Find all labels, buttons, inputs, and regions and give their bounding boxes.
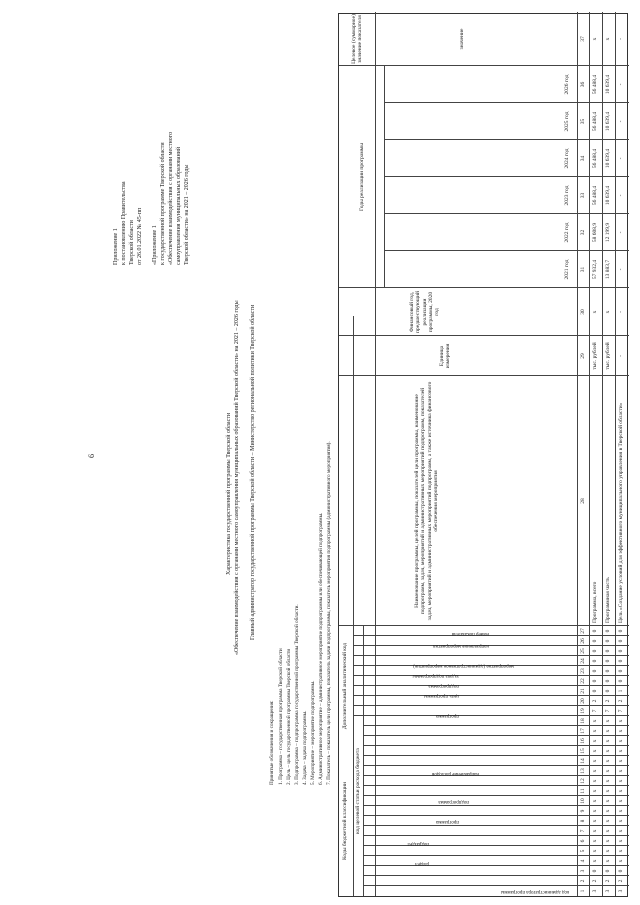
header-target-value: Целевое (суммарное) значение показателя: [351, 14, 364, 64]
appendix-line-2: к постановлению Правительства: [121, 181, 127, 265]
header-direction: направление расходов: [432, 771, 479, 776]
row-cell: x: [618, 729, 624, 733]
column-number: 18: [580, 718, 586, 724]
header-program: программа: [436, 819, 459, 824]
row-cell: x: [605, 739, 611, 743]
column-number: 25: [580, 648, 586, 654]
header-event: мероприятие (административное мероприятие): [413, 663, 514, 668]
header-unit: Единица измерения: [439, 343, 452, 369]
column-number: 29: [580, 353, 586, 359]
column-number: 30: [580, 309, 586, 315]
year-value: 13 883,7: [605, 259, 611, 280]
year-value: -: [618, 231, 624, 234]
year-col: 2025 год: [564, 111, 570, 132]
year-value: 12 199,9: [605, 222, 611, 243]
column-number: 33: [580, 192, 586, 199]
appendix-line-3: Тверской области: [129, 220, 135, 265]
note-item: 4. Задача – задача подпрограммы.: [302, 710, 308, 785]
row-cell: x: [618, 829, 624, 833]
row-name: Программная часть: [605, 577, 611, 623]
row-cell: 0: [618, 649, 624, 653]
row-cell: x: [592, 729, 598, 733]
row-cell: x: [605, 849, 611, 853]
header-name: Наименование программы, целей программы, показателей цели программы, наименование подпрограмм, задач, мероприятий и административных мероприятий подпрограмм, показателей задач, мероприятий и административных мероприятий подпрограмм, а также источника финансового обеспечения мероприятия: [414, 381, 439, 621]
row-cell: 0: [592, 689, 598, 693]
header-subsection: подраздел: [407, 841, 429, 846]
row-cell: x: [618, 809, 624, 813]
header-goal: цель программы: [423, 693, 459, 698]
row-cell: 0: [605, 869, 611, 873]
year-value: 10 639,4: [605, 185, 611, 206]
row-cell: 3: [618, 889, 624, 893]
column-number: 32: [580, 229, 586, 236]
row-cell: x: [605, 829, 611, 833]
row-cell: 0: [605, 689, 611, 693]
header-fin-year: Финансовый год, предшествующий реализации программы, 2020 год: [409, 291, 441, 333]
note-item: 5. Мероприятие – мероприятие подпрограммы.: [310, 680, 316, 785]
note-item: 7. Показатель – показатель цели программы, показатель задачи подпрограммы, показатель мероприятия подпрограммы (административного мероприятия).: [326, 441, 332, 785]
row-cell: 0: [592, 639, 598, 643]
row-cell: x: [605, 789, 611, 793]
row-cell: x: [592, 799, 598, 803]
row-cell: 2: [605, 879, 611, 883]
notes-heading: Принятые обозначения и сокращения:: [269, 700, 275, 785]
title-line-1: Характеристика государственной программы Тверской области: [226, 412, 232, 575]
row-cell: x: [592, 849, 598, 853]
header-section: раздел: [415, 861, 429, 866]
row-cell: x: [592, 759, 598, 763]
header-event-type: направление мероприятия: [433, 643, 489, 648]
appendix-program-line-4: самоуправления муниципальных образований: [176, 146, 182, 265]
row-cell: 0: [592, 659, 598, 663]
row-cell: 2: [592, 879, 598, 883]
column-number: 9: [580, 809, 586, 813]
row-cell: x: [605, 779, 611, 783]
column-number: 5: [580, 849, 586, 853]
column-number: 20: [580, 698, 586, 704]
column-number: 23: [580, 668, 586, 674]
row-cell: -: [618, 355, 624, 357]
appendix-line-4: от 26.01.2022 № 45-пп: [137, 207, 143, 265]
header-target-article: код целевой статьи расхода бюджета: [355, 748, 361, 834]
header-budget-codes: Коды бюджетной классификации: [342, 782, 348, 860]
row-name: Программа, всего: [592, 581, 598, 623]
year-value: 56 488,4: [592, 74, 598, 95]
column-number: 31: [580, 266, 586, 273]
row-cell: x: [618, 799, 624, 803]
row-cell: x: [605, 719, 611, 723]
column-number: 13: [580, 768, 586, 774]
row-cell: x: [605, 37, 611, 41]
column-number: 6: [580, 839, 586, 843]
column-number: 14: [580, 758, 586, 764]
year-value: -: [618, 157, 624, 160]
column-number: 34: [580, 155, 586, 162]
row-cell: -: [618, 311, 624, 313]
row-cell: 0: [592, 629, 598, 633]
column-number: 17: [580, 728, 586, 734]
year-value: 10 639,4: [605, 74, 611, 95]
year-col: 2021 год: [564, 259, 570, 280]
row-cell: 0: [618, 669, 624, 673]
row-cell: x: [592, 769, 598, 773]
row-cell: x: [592, 719, 598, 723]
row-cell: -: [618, 38, 624, 40]
row-cell: 0: [605, 669, 611, 673]
year-value: 58 608,9: [592, 222, 598, 243]
row-cell: 7: [618, 709, 624, 713]
year-value: 56 488,4: [592, 111, 598, 132]
year-value: -: [618, 268, 624, 271]
row-cell: x: [592, 839, 598, 843]
row-cell: x: [592, 789, 598, 793]
header-indicator: номер показателя: [451, 631, 489, 636]
title-line-2: «Обеспечение взаимодействия с органами местного самоуправления муниципальных образований Тверской области» на 2021 – 2026 годы: [234, 300, 240, 655]
appendix-line-1: Приложение 1: [113, 228, 119, 265]
year-value: 56 488,4: [592, 148, 598, 169]
row-cell: x: [618, 719, 624, 723]
row-cell: 0: [592, 669, 598, 673]
year-value: 10 639,4: [605, 148, 611, 169]
column-number: 1: [580, 889, 586, 893]
row-cell: x: [618, 769, 624, 773]
row-cell: x: [618, 839, 624, 843]
column-number: 8: [580, 819, 586, 823]
column-number: 7: [580, 829, 586, 833]
header-prog: программа: [436, 713, 459, 718]
admin-line: Главный администратор государственной программы Тверской области – Министерство региональной политики Тверской области: [250, 304, 256, 640]
row-cell: x: [592, 749, 598, 753]
column-number: 35: [580, 118, 586, 125]
column-number: 26: [580, 638, 586, 644]
row-cell: 0: [605, 639, 611, 643]
row-cell: x: [618, 739, 624, 743]
appendix-program-line-2: к государственной программе Тверской области: [160, 142, 166, 265]
row-cell: 0: [618, 629, 624, 633]
row-cell: 3: [605, 889, 611, 893]
column-number: 12: [580, 778, 586, 784]
header-years-group: Годы реализации программы: [359, 143, 365, 211]
row-cell: 2: [592, 699, 598, 703]
column-number: 16: [580, 738, 586, 744]
row-cell: 0: [618, 639, 624, 643]
row-cell: x: [605, 799, 611, 803]
row-cell: 0: [592, 869, 598, 873]
row-cell: x: [592, 739, 598, 743]
row-cell: 1: [618, 689, 624, 693]
note-item: 2. Цель – цель государственной программы Тверской области: [286, 648, 292, 785]
row-cell: 0: [605, 659, 611, 663]
appendix-program-line-3: «Обеспечение взаимодействия с органами местного: [168, 131, 174, 265]
row-cell: x: [592, 310, 598, 314]
header-admin-code: код администратора программы: [500, 889, 569, 894]
row-cell: x: [605, 759, 611, 763]
column-number: 11: [580, 788, 586, 794]
year-value: -: [618, 120, 624, 123]
row-cell: тыс. рублей: [605, 342, 611, 370]
column-number: 19: [580, 708, 586, 714]
row-cell: 7: [605, 709, 611, 713]
row-cell: 0: [605, 649, 611, 653]
column-number: 21: [580, 688, 586, 694]
column-number: 4: [580, 859, 586, 863]
row-cell: x: [618, 859, 624, 863]
row-cell: x: [605, 859, 611, 863]
column-number: 27: [580, 628, 586, 634]
year-value: -: [618, 194, 624, 197]
column-number: 36: [580, 81, 586, 88]
column-number: 2: [580, 879, 586, 883]
row-cell: x: [605, 769, 611, 773]
year-col: 2023 год: [564, 185, 570, 206]
row-cell: 0: [605, 679, 611, 683]
row-cell: 2: [618, 699, 624, 703]
row-cell: x: [592, 819, 598, 823]
column-number: 37: [580, 36, 586, 42]
column-number: 24: [580, 658, 586, 664]
row-cell: x: [618, 759, 624, 763]
column-number: 22: [580, 678, 586, 684]
note-item: 6. Административное мероприятие – административное мероприятие подпрограммы или обеспечивающей подпрограммы.: [318, 512, 324, 785]
row-cell: x: [605, 310, 611, 314]
row-cell: 0: [618, 679, 624, 683]
row-cell: x: [605, 729, 611, 733]
year-col: 2022 год: [564, 222, 570, 243]
row-cell: 0: [618, 659, 624, 663]
column-number: 3: [580, 869, 586, 873]
header-subprogram: подпрограмма: [438, 799, 469, 804]
row-cell: x: [592, 829, 598, 833]
row-cell: 0: [605, 629, 611, 633]
row-cell: x: [605, 839, 611, 843]
column-number: 15: [580, 748, 586, 754]
header-sub: подпрограмма: [428, 683, 459, 688]
row-cell: x: [605, 809, 611, 813]
row-cell: x: [592, 809, 598, 813]
row-cell: x: [618, 819, 624, 823]
row-cell: 0: [592, 649, 598, 653]
row-cell: x: [592, 779, 598, 783]
column-number: 10: [580, 798, 586, 804]
row-cell: 3: [592, 889, 598, 893]
row-cell: x: [618, 849, 624, 853]
program-characteristics-table: [338, 13, 628, 897]
appendix-program-line-1: «Приложение 1: [152, 225, 158, 265]
appendix-program-line-5: Тверской области» на 2021 – 2026 годы: [184, 164, 190, 265]
year-col: 2026 год: [564, 74, 570, 95]
year-value: 10 639,4: [605, 111, 611, 132]
year-col: 2024 год: [564, 148, 570, 169]
year-value: 56 488,4: [592, 185, 598, 206]
note-item: 1. Программа – государственная программа Тверской области: [278, 648, 284, 785]
row-name: Цель «Создание условий для эффективного муниципального управления в Тверской области»: [618, 402, 624, 623]
row-cell: x: [592, 859, 598, 863]
row-cell: 0: [618, 869, 624, 873]
row-cell: 2: [618, 879, 624, 883]
row-cell: x: [605, 749, 611, 753]
header-target-sub: значение: [459, 28, 465, 50]
row-cell: 7: [592, 709, 598, 713]
column-number: 28: [580, 498, 586, 504]
row-cell: 0: [592, 679, 598, 683]
row-cell: x: [592, 37, 598, 41]
note-item: 3. Подпрограмма – подпрограмма государственной программы Тверской области.: [294, 604, 300, 785]
year-value: -: [618, 83, 624, 86]
row-cell: x: [618, 779, 624, 783]
row-cell: x: [618, 789, 624, 793]
row-cell: x: [618, 749, 624, 753]
row-cell: тыс. рублей: [592, 342, 598, 370]
row-cell: 2: [605, 699, 611, 703]
year-value: 57 932,4: [592, 259, 598, 280]
header-extra-code: Дополнительный аналитический код: [342, 642, 348, 730]
page-number: 6: [87, 454, 96, 458]
row-cell: x: [605, 819, 611, 823]
header-task: задача подпрограммы: [412, 673, 459, 678]
